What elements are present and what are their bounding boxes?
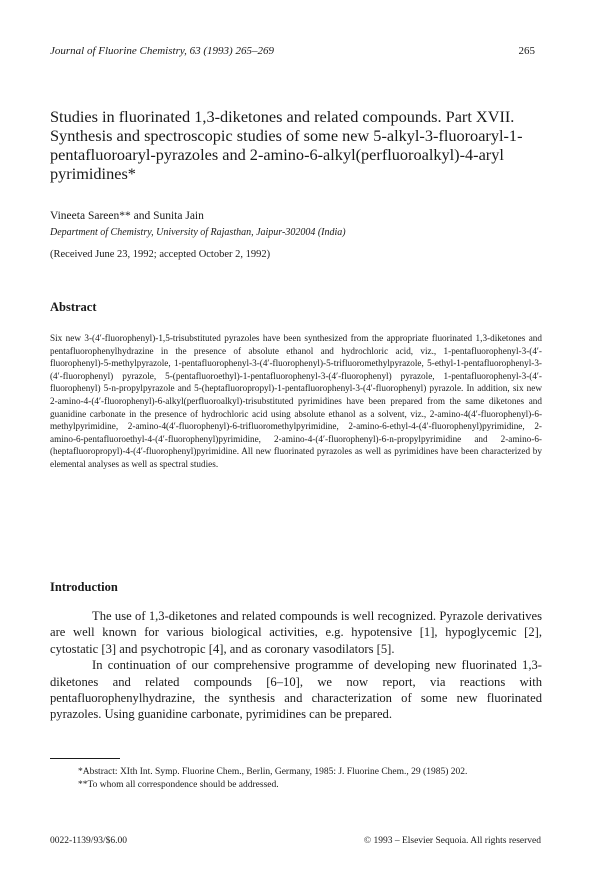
page-number: 265 [518,45,535,57]
introduction-heading: Introduction [50,580,118,594]
copyright: © 1993 – Elsevier Sequoia. All rights reserved [363,836,541,846]
received-dates: (Received June 23, 1992; accepted October 2, 1992) [50,249,271,260]
introduction-paragraph-2: In continuation of our comprehensive programme of developing new fluorinated 1,3-diketones and related compounds [6–10], we now report, via reactions with pentafluorophenylhydrazine, the synthesis and characterization of some new fluorinated pyrazoles. Using guanidine carbonate, pyrimidines can be prepared. [50,658,542,722]
abstract-heading: Abstract [50,300,97,314]
footnote-2: **To whom all correspondence should be addressed. [78,780,279,790]
footnote-rule [50,758,120,759]
footnote-1: *Abstract: XIth Int. Symp. Fluorine Chem., Berlin, Germany, 1985: J. Fluorine Chem., 29 (1985) 202. [78,767,468,777]
authors: Vineeta Sareen** and Sunita Jain [50,210,204,222]
running-head: Journal of Fluorine Chemistry, 63 (1993) 265–269 [50,45,274,57]
introduction-paragraph-1: The use of 1,3-diketones and related compounds is well recognized. Pyrazole derivatives are well known for various biological activities, e.g. hypotensive [1], hypoglycemic [2], cytostatic [3] and psychotropic [4], and as coronary vasodilators [5]. [50,609,542,656]
footnotes [50,766,542,792]
abstract-text: Six new 3-(4′-fluorophenyl)-1,5-trisubstituted pyrazoles have been synthesized from the appropriate fluorinated 1,3-diketones and pentafluorophenylhydrazine in the presence of absolute ethanol and hydrochloric acid, viz., 1-pentafluorophenyl-3-(4′-fluorophenyl)-5-methylpyrazole, 1-pentafluorophenyl-3-(4′-fluorophenyl)-5-trifluoromethylpyrazole, 5-ethyl-1-pentafluorophenyl-3-(4′-fluorophenyl) pyrazole, 5-(pentafluoroethyl)-1-pentafluorophenyl-3-(4′-fluorophenyl) pyrazole, 1-pentafluorophenyl-3-(4′-fluorophenyl) 5-n-propylpyrazole and 5-(heptafluoropropyl)-1-pentafluorophenyl-3-(4′-fluorophenyl) pyrazole. In addition, six new 2-amino-4-(4′-fluorophenyl)-6-alkyl(perfluoroalkyl)-trisubstituted pyrimidines have been prepared from the same diketones and guanidine carbonate in the presence of hydrochloric acid using absolute ethanol as a solvent, viz., 2-amino-4(4′-fluorophenyl)-6-methylpyrimidine, 2-amino-4(4′-fluorophenyl)-6-trifluoromethylpyrimidine, 2-amino-6-ethyl-4-(4′-fluorophenyl)pyrimidine, 2-amino-6-pentafluoroethyl-4-(4′-fluorophenyl)pyrimidine, 2-amino-4-(4′-fluorophenyl)-6-n-propylpyrimidine and 2-amino-6-(heptafluoropropyl)-4-(4′-fluorophenyl)pyrimidine. All new fluorinated pyrazoles as well as pyrimidines have been characterized by elemental analyses as well as spectral studies. [50,333,542,469]
introduction-body [50,608,542,723]
paper-title: Studies in fluorinated 1,3-diketones and related compounds. Part XVII. Synthesis and spectroscopic studies of some new 5-alkyl-3-fluoroaryl-1-pentafluoroaryl-pyrazoles and 2-amino-6-alkyl(perfluoroalkyl)-4-aryl pyrimidines* [50,107,523,183]
issn-price: 0022-1139/93/$6.00 [50,836,127,846]
affiliation: Department of Chemistry, University of Rajasthan, Jaipur-302004 (India) [50,227,346,238]
